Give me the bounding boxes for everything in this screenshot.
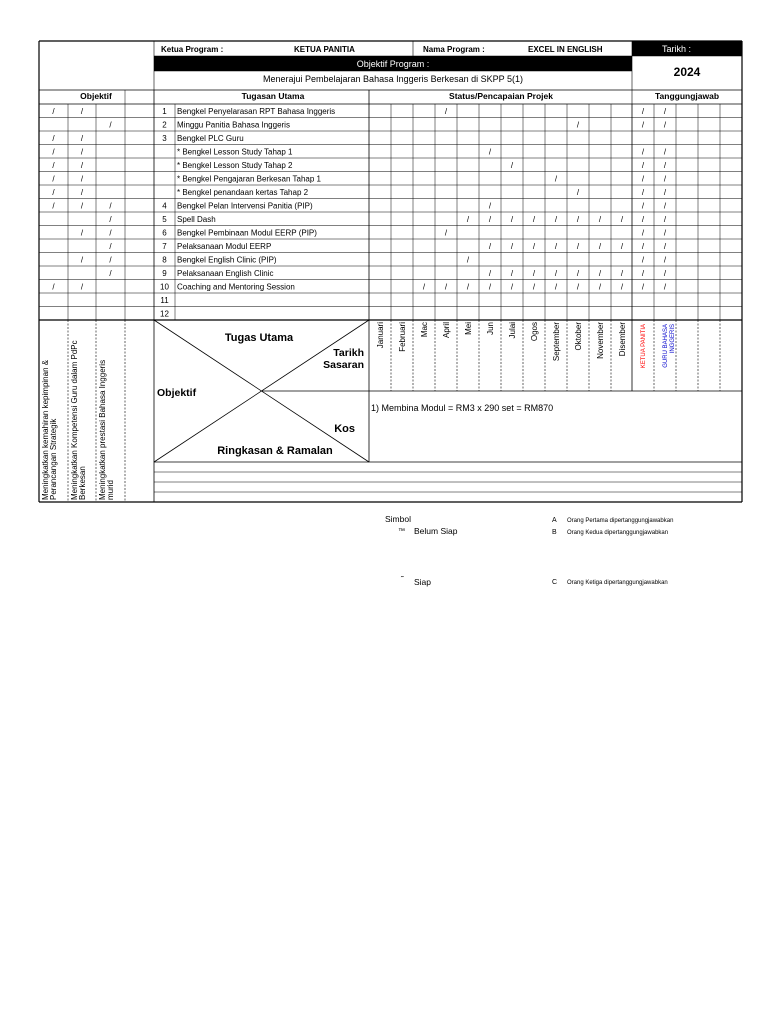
month-mark: / xyxy=(488,242,492,251)
objective-label: Meningkatkan kemahiran kepimpinan &Perancangan Strategik xyxy=(41,359,58,500)
task-label: Bengkel English Clinic (PIP) xyxy=(177,255,277,265)
month-mark: / xyxy=(576,282,580,292)
month-mark: / xyxy=(444,228,448,238)
month-mark: / xyxy=(488,215,492,224)
tarikh-label: Tarikh : xyxy=(662,44,692,54)
nama-label: Nama Program : xyxy=(423,45,485,54)
responsible-mark: / xyxy=(641,282,645,292)
legend-siap: Siap xyxy=(414,577,432,587)
month-mark: / xyxy=(554,242,558,251)
ketua-value: KETUA PANITIA xyxy=(294,45,355,54)
month-mark: / xyxy=(532,282,536,292)
month-mark: / xyxy=(444,282,448,292)
responsible-mark: / xyxy=(663,201,667,211)
month-header: Mei xyxy=(464,322,473,335)
legend-siap-symbol: ˜ xyxy=(401,575,404,584)
nama-value: EXCEL IN ENGLISH xyxy=(528,45,603,54)
objective-mark: / xyxy=(80,174,84,184)
row-number: 3 xyxy=(162,134,167,143)
objective-mark: / xyxy=(109,228,112,238)
month-mark: / xyxy=(466,215,470,224)
month-mark: / xyxy=(576,269,580,278)
objective-mark: / xyxy=(52,201,55,211)
month-mark: / xyxy=(510,282,514,292)
task-label: Minggu Panitia Bahasa Inggeris xyxy=(177,120,290,130)
ketua-label: Ketua Program : xyxy=(161,45,224,54)
month-mark: / xyxy=(422,282,426,292)
row-number: 5 xyxy=(162,215,167,224)
row-number: 8 xyxy=(162,255,167,265)
diagram-sasaran: Sasaran xyxy=(323,359,364,371)
month-mark: / xyxy=(466,255,470,265)
responsible-mark: / xyxy=(641,269,645,278)
row-number: 4 xyxy=(162,201,167,211)
objective-mark: / xyxy=(109,255,112,265)
month-mark: / xyxy=(620,242,624,251)
objective-mark: / xyxy=(80,134,84,143)
row-number: 12 xyxy=(160,309,169,319)
month-mark: / xyxy=(488,282,492,292)
responsible-mark: / xyxy=(663,147,667,157)
responsible-mark: / xyxy=(641,120,645,130)
legend-b-letter: B xyxy=(552,529,557,536)
responsible-header: KETUA PANITIA xyxy=(641,324,647,369)
responsible-mark: / xyxy=(663,174,667,184)
responsible-mark: / xyxy=(641,188,645,197)
month-mark: / xyxy=(532,242,536,251)
legend-a-text: Orang Pertama dipertanggungjawabkan xyxy=(567,518,674,524)
month-mark: / xyxy=(554,215,558,224)
legend-c-text: Orang Ketiga dipertanggungjawabkan xyxy=(567,580,668,586)
responsible-mark: / xyxy=(641,215,645,224)
month-mark: / xyxy=(620,282,624,292)
objective-mark: / xyxy=(80,228,84,238)
responsible-header: GURU BAHASAINGGERIS xyxy=(663,324,676,368)
objektif-program-label: Objektif Program : xyxy=(356,59,430,69)
legend-c-letter: C xyxy=(552,579,558,586)
month-mark: / xyxy=(576,188,580,197)
month-mark: / xyxy=(532,269,536,278)
objective-label: Meningkatkan prestasi Bahasa Inggerismurid xyxy=(98,359,115,500)
month-header: Oktober xyxy=(574,322,583,351)
status-heading: Status/Pencapaian Projek xyxy=(449,91,553,101)
objektif-heading: Objektif xyxy=(80,91,112,101)
objective-mark: / xyxy=(109,215,112,224)
responsible-mark: / xyxy=(663,215,667,224)
task-label: Bengkel PLC Guru xyxy=(177,134,244,143)
objective-mark: / xyxy=(52,282,55,292)
responsible-mark: / xyxy=(663,269,667,278)
month-mark: / xyxy=(620,215,624,224)
task-label: * Bengkel penandaan kertas Tahap 2 xyxy=(177,188,309,197)
month-header: Jun xyxy=(486,322,495,335)
month-header: Februari xyxy=(398,322,407,352)
objective-mark: / xyxy=(109,120,112,130)
month-mark: / xyxy=(620,269,624,278)
responsible-mark: / xyxy=(663,255,667,265)
month-mark: / xyxy=(598,215,602,224)
objective-mark: / xyxy=(52,161,55,170)
responsible-mark: / xyxy=(663,282,667,292)
diagram-kos: Kos xyxy=(334,423,355,435)
month-mark: / xyxy=(576,120,580,130)
month-mark: / xyxy=(576,242,580,251)
month-mark: / xyxy=(488,147,492,157)
month-mark: / xyxy=(554,174,558,184)
month-mark: / xyxy=(598,282,602,292)
month-header: Mac xyxy=(420,322,429,338)
month-mark: / xyxy=(510,269,514,278)
objective-mark: / xyxy=(80,282,84,292)
row-number: 9 xyxy=(162,269,167,278)
responsible-mark: / xyxy=(663,242,667,251)
diagram-tarikh: Tarikh xyxy=(333,347,364,359)
responsible-mark: / xyxy=(663,120,667,130)
kos-note: 1) Membina Modul = RM3 x 290 set = RM870 xyxy=(371,403,554,413)
responsible-mark: / xyxy=(663,188,667,197)
legend-simbol: Simbol xyxy=(385,514,411,524)
diagram-tugas-utama: Tugas Utama xyxy=(224,332,294,344)
responsible-mark: / xyxy=(663,161,667,170)
task-label: Pelaksanaan English Clinic xyxy=(177,269,274,278)
task-label: * Bengkel Lesson Study Tahap 1 xyxy=(177,147,293,157)
task-label: * Bengkel Lesson Study Tahap 2 xyxy=(177,161,293,170)
month-header: Julai xyxy=(508,322,517,339)
responsible-mark: / xyxy=(641,242,645,251)
year: 2024 xyxy=(673,65,701,79)
objective-mark: / xyxy=(80,188,84,197)
objective-mark: / xyxy=(109,242,112,251)
row-number: 2 xyxy=(162,120,167,130)
responsible-mark: / xyxy=(641,107,645,116)
responsible-mark: / xyxy=(641,174,645,184)
objective-mark: / xyxy=(52,134,55,143)
month-mark: / xyxy=(532,215,536,224)
month-header: April xyxy=(442,322,451,339)
month-mark: / xyxy=(598,269,602,278)
legend-b-text: Orang Kedua dipertanggungjawabkan xyxy=(567,530,669,536)
objective-mark: / xyxy=(109,269,112,278)
month-mark: / xyxy=(554,282,558,292)
legend-belum-symbol: ™ xyxy=(398,528,405,535)
month-mark: / xyxy=(488,269,492,278)
task-label: Coaching and Mentoring Session xyxy=(177,282,295,292)
month-mark: / xyxy=(576,215,580,224)
month-mark: / xyxy=(444,107,448,116)
responsible-mark: / xyxy=(641,255,645,265)
month-mark: / xyxy=(466,282,470,292)
month-mark: / xyxy=(554,269,558,278)
responsible-mark: / xyxy=(663,107,667,116)
month-header: Disember xyxy=(618,322,627,357)
responsible-mark: / xyxy=(641,201,645,211)
month-mark: / xyxy=(510,215,514,224)
row-number: 6 xyxy=(162,228,167,238)
row-number: 7 xyxy=(162,242,167,251)
responsible-mark: / xyxy=(663,228,667,238)
task-label: Bengkel Pembinaan Modul EERP (PIP) xyxy=(177,228,317,238)
row-number: 1 xyxy=(162,107,167,116)
month-header: Ogos xyxy=(530,322,539,342)
month-mark: / xyxy=(510,161,514,170)
legend-belum: Belum Siap xyxy=(414,526,458,536)
month-mark: / xyxy=(598,242,602,251)
row-number: 10 xyxy=(160,282,169,292)
objective-label: Meningkatkan Kompetensi Guru dalam PdPcBerkesan xyxy=(70,340,87,500)
responsible-mark: / xyxy=(641,147,645,157)
objective-mark: / xyxy=(80,147,84,157)
month-mark: / xyxy=(510,242,514,251)
task-label: * Bengkel Pengajaran Berkesan Tahap 1 xyxy=(177,174,321,184)
objective-mark: / xyxy=(80,107,84,116)
objective-mark: / xyxy=(52,107,55,116)
objective-mark: / xyxy=(52,147,55,157)
objektif-program-text: Menerajui Pembelajaran Bahasa Inggeris Berkesan di SKPP 5(1) xyxy=(263,74,523,84)
diagram-objektif: Objektif xyxy=(157,387,197,399)
task-label: Spell Dash xyxy=(177,215,216,224)
month-header: September xyxy=(552,322,561,362)
tugasan-heading: Tugasan Utama xyxy=(241,91,305,101)
month-mark: / xyxy=(488,201,492,211)
legend-a-letter: A xyxy=(552,517,557,524)
task-label: Pelaksanaan Modul EERP xyxy=(177,242,272,251)
objective-mark: / xyxy=(52,174,55,184)
month-header: November xyxy=(596,322,605,359)
diagram-ringkasan: Ringkasan & Ramalan xyxy=(217,445,333,457)
objective-mark: / xyxy=(80,255,84,265)
objective-mark: / xyxy=(80,201,84,211)
objective-mark: / xyxy=(109,201,112,211)
objective-mark: / xyxy=(52,188,55,197)
month-header: Januari xyxy=(376,322,385,349)
row-number: 11 xyxy=(160,296,169,305)
responsible-mark: / xyxy=(641,228,645,238)
tanggung-heading: Tanggungjawab xyxy=(654,91,720,101)
objective-mark: / xyxy=(80,161,84,170)
task-label: Bengkel Pelan Intervensi Panitia (PIP) xyxy=(177,201,313,211)
task-label: Bengkel Penyelarasan RPT Bahasa Inggeris xyxy=(177,107,336,116)
responsible-mark: / xyxy=(641,161,645,170)
